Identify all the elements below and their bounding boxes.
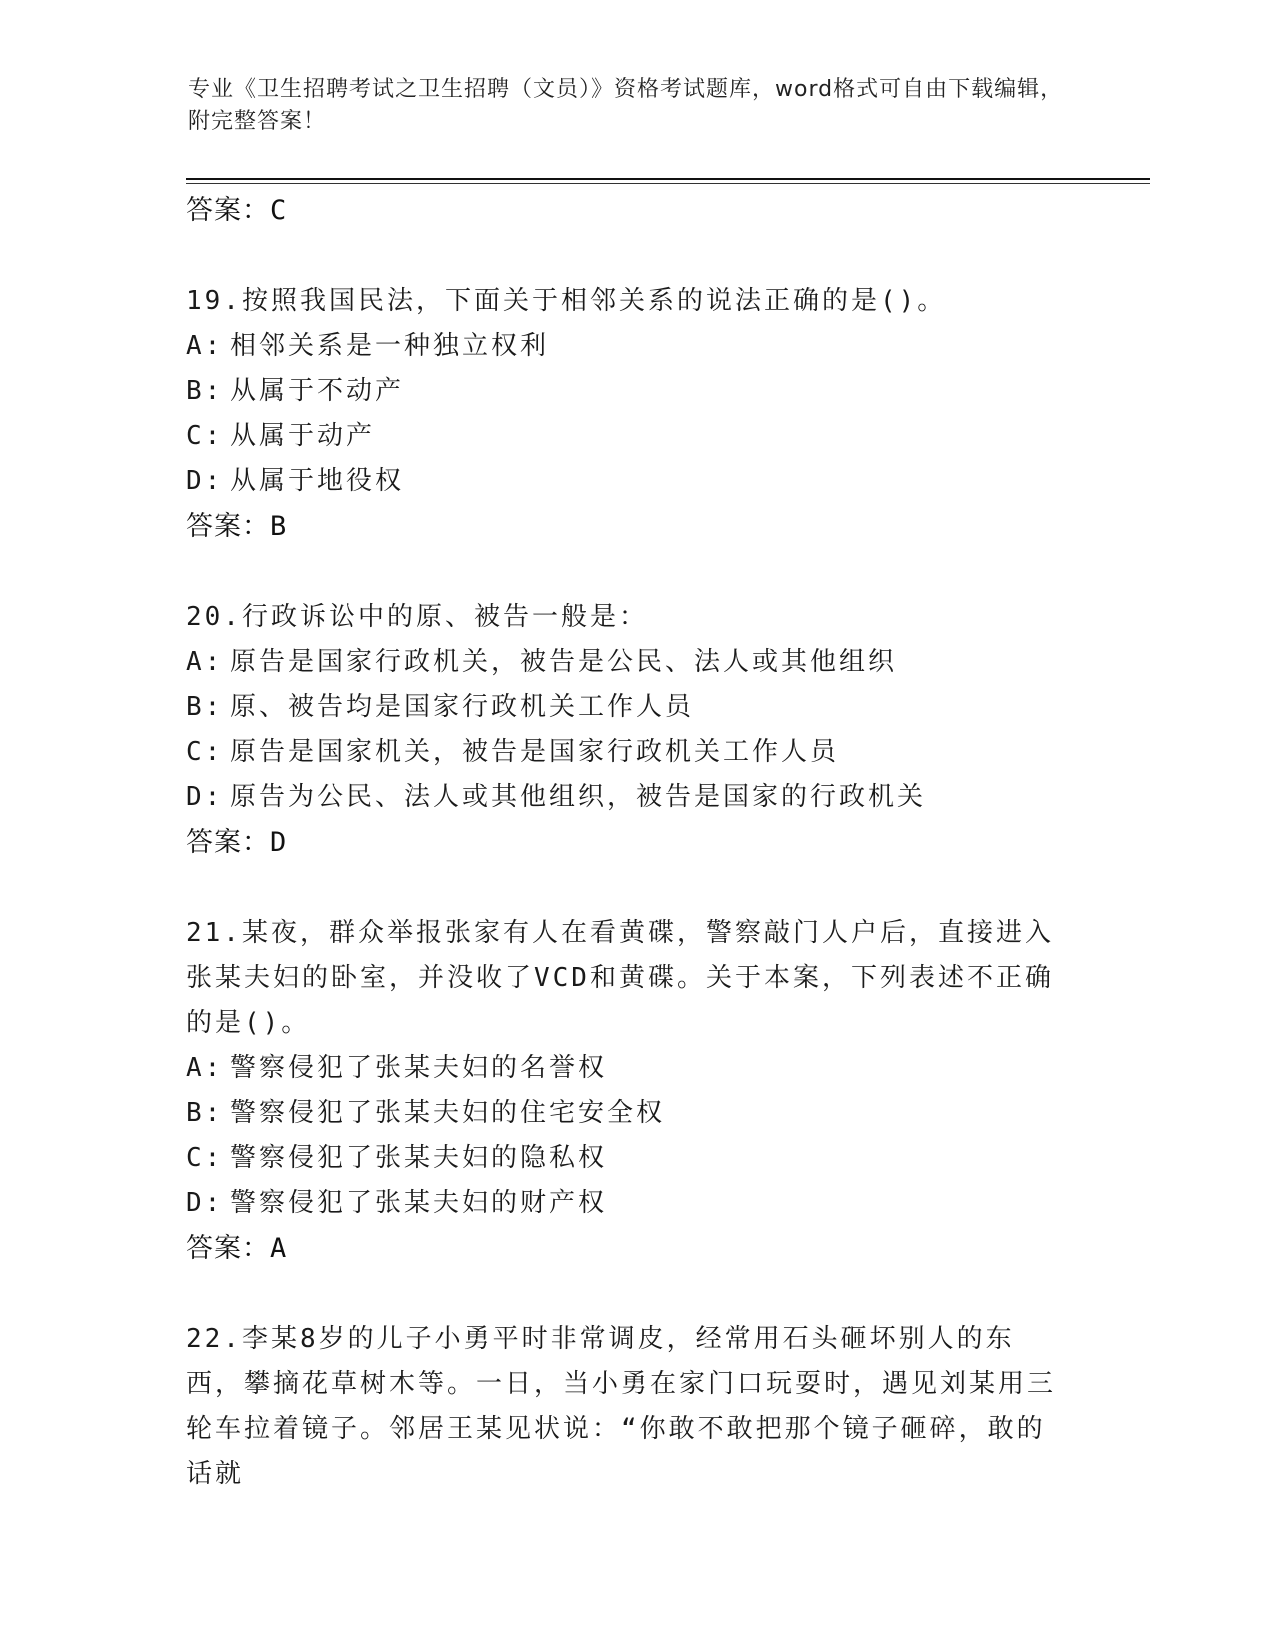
spacer [186, 234, 1066, 279]
answer-value: B [270, 511, 288, 542]
option-text: 从属于地役权 [230, 466, 405, 496]
option-c [186, 1136, 1066, 1181]
answer-value: C [270, 195, 288, 226]
option-key: A: [186, 647, 224, 677]
option-d [186, 459, 1066, 504]
option-text: 原、被告均是国家行政机关工作人员 [230, 692, 695, 722]
option-key: B: [186, 692, 224, 722]
option-key: D: [186, 466, 224, 496]
spacer [186, 866, 1066, 911]
option-c [186, 730, 1066, 775]
option-a [186, 640, 1066, 685]
question-stem: 22.李某8岁的儿子小勇平时非常调皮，经常用石头砸坏别人的东西，攀摘花草树木等。一日，当小勇在家门口玩耍时，遇见刘某用三轮车拉着镜子。邻居王某见状说：“你敢不敢把那个镜子砸碎，敢的话就 [186, 1324, 1057, 1489]
option-text: 从属于动产 [230, 421, 376, 451]
answer-label: 答案： [186, 195, 270, 226]
answer-line [186, 504, 1066, 550]
option-key: C: [186, 737, 224, 767]
answer-line [186, 820, 1066, 866]
header-divider-thick [186, 178, 1150, 180]
question-stem: 20.行政诉讼中的原、被告一般是： [186, 602, 648, 632]
answer-label: 答案： [186, 511, 270, 542]
option-key: C: [186, 1143, 224, 1173]
question-block [186, 1317, 1066, 1497]
answer-label: 答案： [186, 1233, 270, 1264]
answer-line [186, 1226, 1066, 1272]
spacer [186, 550, 1066, 595]
spacer [186, 1272, 1066, 1317]
answer-value: A [270, 1233, 288, 1264]
option-key: B: [186, 376, 224, 406]
question-stem: 21.某夜，群众举报张家有人在看黄碟，警察敲门人户后，直接进入张某夫妇的卧室，并没收了VCD和黄碟。关于本案，下列表述不正确的是()。 [186, 918, 1054, 1038]
option-b [186, 685, 1066, 730]
option-key: A: [186, 1053, 224, 1083]
option-key: A: [186, 331, 224, 361]
question-block [186, 911, 1066, 1272]
option-text: 原告是国家机关，被告是国家行政机关工作人员 [230, 737, 840, 767]
option-text: 警察侵犯了张某夫妇的住宅安全权 [230, 1098, 666, 1128]
option-key: C: [186, 421, 224, 451]
option-key: D: [186, 782, 224, 812]
question-stem: 19.按照我国民法，下面关于相邻关系的说法正确的是()。 [186, 286, 947, 316]
option-text: 警察侵犯了张某夫妇的财产权 [230, 1188, 608, 1218]
option-key: B: [186, 1098, 224, 1128]
header-text: 专业《卫生招聘考试之卫生招聘（文员）》资格考试题库，word格式可自由下载编辑，附完整答案！ [188, 77, 1064, 134]
option-b [186, 369, 1066, 414]
answer-label: 答案： [186, 827, 270, 858]
question-block [186, 279, 1066, 550]
option-text: 相邻关系是一种独立权利 [230, 331, 550, 361]
question-list [186, 188, 1066, 1497]
option-a [186, 324, 1066, 369]
option-key: D: [186, 1188, 224, 1218]
option-a [186, 1046, 1066, 1091]
answer-line [186, 188, 1066, 234]
option-text: 警察侵犯了张某夫妇的名誉权 [230, 1053, 608, 1083]
question-block [186, 595, 1066, 866]
option-c [186, 414, 1066, 459]
option-d [186, 1181, 1066, 1226]
option-text: 原告是国家行政机关，被告是公民、法人或其他组织 [230, 647, 898, 677]
header-divider-thin [186, 183, 1150, 184]
option-text: 原告为公民、法人或其他组织，被告是国家的行政机关 [230, 782, 927, 812]
option-text: 从属于不动产 [230, 376, 405, 406]
document-header [188, 74, 1068, 138]
answer-value: D [270, 827, 288, 858]
option-d [186, 775, 1066, 820]
option-b [186, 1091, 1066, 1136]
option-text: 警察侵犯了张某夫妇的隐私权 [230, 1143, 608, 1173]
